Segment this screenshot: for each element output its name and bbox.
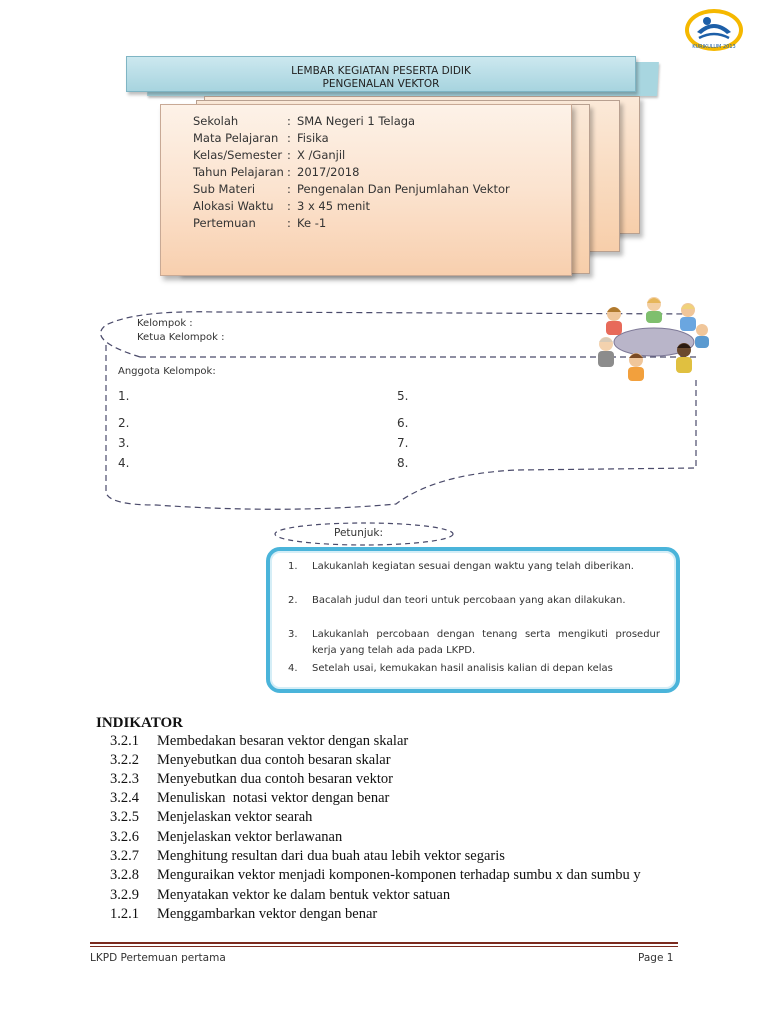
member-slot[interactable]: 6. xyxy=(397,416,409,430)
footer-rule xyxy=(90,946,678,947)
anggota-label: Anggota Kelompok: xyxy=(118,366,216,377)
info-value: SMA Negeri 1 Telaga xyxy=(297,114,416,128)
instruction-item: 2. Bacalah judul dan teori untuk percobaan yang akan dilakukan. xyxy=(288,595,626,606)
header-title xyxy=(126,56,636,92)
info-value: Fisika xyxy=(297,131,329,145)
indikator-item: 3.2.5 Menjelaskan vektor searah xyxy=(110,809,313,825)
indikator-title: INDIKATOR xyxy=(96,715,183,731)
member-slot[interactable]: 2. xyxy=(118,416,130,430)
indikator-item: 3.2.1 Membedakan besaran vektor dengan skalar xyxy=(110,733,409,749)
footer-rule xyxy=(90,942,678,944)
info-value: Pengenalan Dan Penjumlahan Vektor xyxy=(297,182,510,196)
indikator-item: 3.2.4 Menuliskan notasi vektor dengan benar xyxy=(110,790,390,806)
member-slot[interactable]: 8. xyxy=(397,456,409,470)
indikator-item: 3.2.9 Menyatakan vektor ke dalam bentuk vektor satuan xyxy=(110,887,451,903)
member-slot[interactable]: 3. xyxy=(118,436,130,450)
indikator-item: 3.2.6 Menjelaskan vektor berlawanan xyxy=(110,829,343,845)
info-value: Ke -1 xyxy=(297,216,327,230)
info-row-mapel: Mata Pelajaran : Fisika xyxy=(193,131,329,145)
footer-title: LKPD Pertemuan pertama xyxy=(90,952,226,964)
instruction-item: 1. Lakukanlah kegiatan sesuai dengan waktu yang telah diberikan. xyxy=(288,561,634,572)
header-line-1: LEMBAR KEGIATAN PESERTA DIDIK xyxy=(291,65,471,77)
kurikulum-logo xyxy=(683,6,745,52)
member-slot[interactable]: 1. xyxy=(118,389,130,403)
info-row-kelas: Kelas/Semester : X /Ganjil xyxy=(193,148,346,162)
indikator-item: 3.2.7 Menghitung resultan dari dua buah atau lebih vektor segaris xyxy=(110,848,505,864)
instruction-item: 4. Setelah usai, kemukakan hasil analisis kalian di depan kelas xyxy=(288,663,613,674)
indikator-item: 1.2.1 Menggambarkan vektor dengan benar xyxy=(110,906,378,922)
group-discussion-illustration xyxy=(592,292,714,384)
info-row-alokasi: Alokasi Waktu : 3 x 45 menit xyxy=(193,199,370,213)
ketua-label: Ketua Kelompok : xyxy=(137,332,225,343)
member-slot[interactable]: 7. xyxy=(397,436,409,450)
header-line-2: PENGENALAN VEKTOR xyxy=(322,78,440,90)
page-number: Page 1 xyxy=(638,952,674,964)
kelompok-label: Kelompok : xyxy=(137,318,193,329)
member-slot[interactable]: 4. xyxy=(118,456,130,470)
indikator-item: 3.2.2 Menyebutkan dua contoh besaran skalar xyxy=(110,752,391,768)
indikator-item: 3.2.3 Menyebutkan dua contoh besaran vektor xyxy=(110,771,393,787)
member-slot[interactable]: 5. xyxy=(397,389,409,403)
indikator-item: 3.2.8 Menguraikan vektor menjadi komponen-komponen terhadap sumbu x dan sumbu y xyxy=(110,867,641,883)
logo-caption: KURIKULUM 2013 xyxy=(692,44,736,50)
instruction-item: 3. Lakukanlah percobaan dengan tenang serta mengikuti prosedur kerja yang telah ada pada LKPD. xyxy=(288,629,660,656)
info-value: 2017/2018 xyxy=(297,165,360,179)
info-row-submateri: Sub Materi : Pengenalan Dan Penjumlahan Vektor xyxy=(193,182,510,196)
info-value: 3 x 45 menit xyxy=(297,199,370,213)
info-row-sekolah: Sekolah : SMA Negeri 1 Telaga xyxy=(193,114,416,128)
info-value: X /Ganjil xyxy=(297,148,346,162)
petunjuk-title: Petunjuk: xyxy=(334,527,384,539)
info-row-tahun: Tahun Pelajaran : 2017/2018 xyxy=(193,165,360,179)
info-row-pertemuan: Pertemuan : Ke -1 xyxy=(193,216,327,230)
